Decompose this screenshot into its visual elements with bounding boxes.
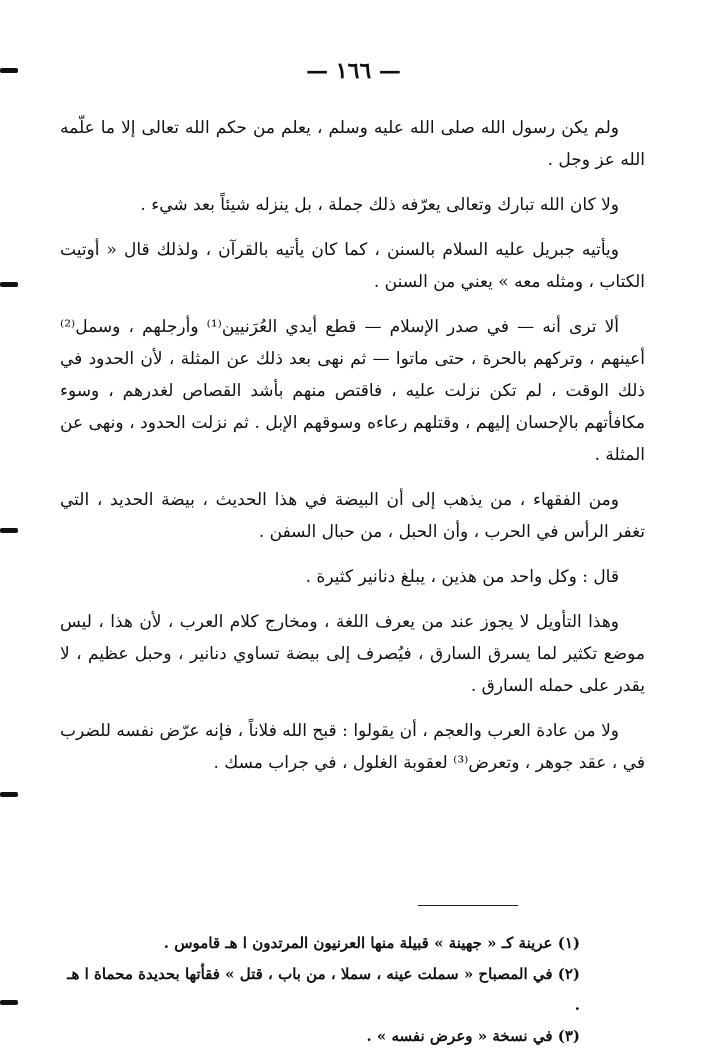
page-number: — ١٦٦ — xyxy=(306,58,401,84)
paragraph: ألا ترى أنه — في صدر الإسلام — قطع أيدي العُرَنيين⁽¹⁾ وأرجلهم ، وسمل⁽²⁾ أعينهم ، وتركهم بالحرة ، حتى ماتوا — ثم نهى بعد ذلك عن المثلة ، لأن الحدود في ذلك الوقت ، لم تكن نزلت عليه ، فاقتص منهم بأشد القصاص لغدرهم ، وسوء مكافأتهم بالإحسان إليهم ، وقتلهم رعاءه وسوقهم الإبل . ثم نزلت الحدود ، ونهى عن المثلة . xyxy=(60,317,645,465)
paragraph: ولا كان الله تبارك وتعالى يعرّفه ذلك جملة ، بل ينزله شيئاً بعد شيء . xyxy=(140,195,619,215)
paragraph: وهذا التأويل لا يجوز عند من يعرف اللغة ، ومخارج كلام العرب ، لأن هذا ، ليس موضع تكثير لما يسرق السارق ، فيُصرف إلى بيضة تساوي دنانير ، وحبل عظيم ، لا يقدر على حمله السارق . xyxy=(60,612,645,696)
scan-margin-mark xyxy=(0,1000,18,1005)
footnote-divider xyxy=(418,905,518,906)
paragraph: ولم يكن رسول الله صلى الله عليه وسلم ، يعلم من حكم الله تعالى إلا ما علّمه الله عز وجل . xyxy=(60,118,645,170)
scan-margin-mark xyxy=(0,282,18,287)
paragraph: ومن الفقهاء ، من يذهب إلى أن البيضة في هذا الحديث ، بيضة الحديد ، التي تغفر الرأس في الحرب ، وأن الحبل ، من حبال السفن . xyxy=(60,490,645,542)
footnote: (٢) في المصباح « سملت عينه ، سملا ، من باب ، قتل » فقأتها بحديدة محماة ا هـ . xyxy=(67,965,580,1014)
footnote: (٣) في نسخة « وعرض نفسه » . xyxy=(366,1027,580,1045)
paragraph: ويأتيه جبريل عليه السلام بالسنن ، كما كان يأتيه بالقرآن ، ولذلك قال « أوتيت الكتاب ، ومثله معه » يعني من السنن . xyxy=(60,240,645,292)
footnote: (١) عرينة كـ « جهينة » قبيلة منها العرنيون المرتدون ا هـ قاموس . xyxy=(163,934,580,952)
paragraph: ولا من عادة العرب والعجم ، أن يقولوا : قبح الله فلاناً ، فإنه عرّض نفسه للضرب في ، عقد جوهر ، وتعرض⁽³⁾ لعقوبة الغلول ، في جراب مسك . xyxy=(60,721,645,773)
main-text xyxy=(60,112,645,792)
scan-margin-mark xyxy=(0,792,18,797)
footnotes xyxy=(60,928,580,1052)
scan-margin-mark xyxy=(0,528,18,533)
paragraph: قال : وكل واحد من هذين ، يبلغ دنانير كثيرة . xyxy=(305,567,619,587)
